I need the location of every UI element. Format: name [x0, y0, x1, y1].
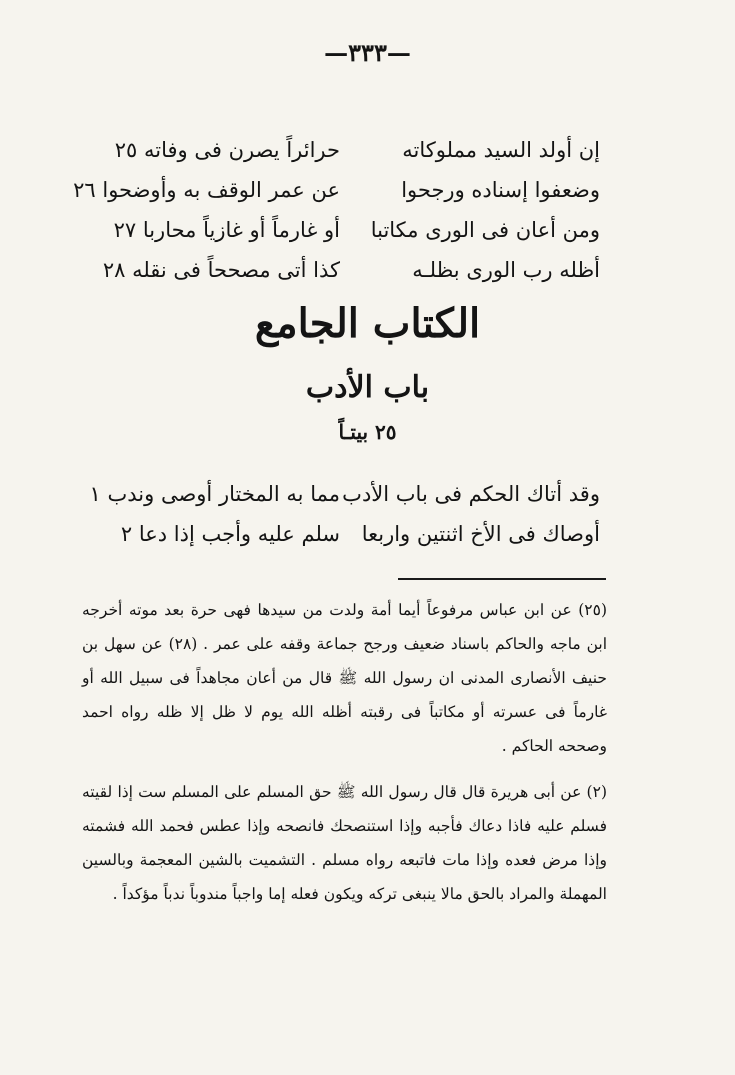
verse-first-hemistich: أوصاك فى الأخ اثنتين واربعا [361, 522, 600, 546]
verse-first-hemistich: أظله رب الورى بظلـه [412, 258, 600, 282]
verse-first-hemistich: ومن أعان فى الورى مكاتبا [370, 218, 600, 242]
verse-first-hemistich: وضعفوا إسناده ورجحوا [401, 178, 600, 202]
verse-line [100, 210, 600, 250]
footnote-divider [398, 578, 606, 580]
footnote-paragraph: (٢) عن أبى هريرة قال قال رسول الله ﷺ حق المسلم على المسلم ست إذا لقيته فسلم عليه فاذا دعاك فأجبه وإذا استنصحك فانصحه وإذا عطس فحمد الله فشمته وإذا مرض فعده وإذا مات فاتبعه رواه مسلم . التشميت بالشين المعجمة وبالسين المهملة والمراد بالحق مالا ينبغى تركه ويكون فعله إما واجباً مندوباً ندباً مؤكداً . [82, 783, 607, 903]
verse-second-hemistich: سلم عليه وأجب إذا دعا ٢ [120, 522, 340, 546]
verse-line [73, 170, 600, 210]
verse-first-hemistich: وقد أتاك الحكم فى باب الأدب [342, 482, 600, 506]
verse-second-hemistich: حرائراً يصرن فى وفاته ٢٥ [114, 138, 340, 162]
verse-second-hemistich: عن عمر الوقف به وأوضحوا ٢٦ [73, 178, 340, 202]
verse-second-hemistich: كذا أتى مصححاً فى نقله ٢٨ [102, 258, 340, 282]
poem-top [73, 130, 600, 290]
poem-bottom [89, 474, 600, 554]
page-number: —٣٣٣— [324, 38, 411, 67]
footnotes [82, 593, 607, 923]
verse-count: ٢٥ بيتـاً [338, 420, 397, 444]
verse-first-hemistich: إن أولد السيد مملوكاته [402, 138, 600, 162]
verse-line [89, 474, 600, 514]
verse-line [100, 514, 600, 554]
chapter-title: الكتاب الجامع [254, 300, 481, 347]
verse-line [100, 250, 600, 290]
verse-second-hemistich: أو غارماً أو غازياً محاربا ٢٧ [113, 218, 340, 242]
verse-second-hemistich: مما به المختار أوصى وندب ١ [89, 482, 340, 506]
verse-line [100, 130, 600, 170]
section-title: باب الأدب [305, 370, 430, 405]
footnote-paragraph: (٢٥) عن ابن عباس مرفوعاً أيما أمة ولدت من سيدها فهى حرة بعد موته أخرجه ابن ماجه والحاكم باسناد ضعيف ورجح جماعة وقفه على عمر . (٢٨) عن سهل بن حنيف الأنصارى المدنى ان رسول الله ﷺ قال من أعان مجاهداً فى سبيل الله أو غارماً فى عسرته أو مكاتباً فى رقبته أظله الله يوم لا ظل إلا ظله رواه احمد وصححه الحاكم . [82, 601, 608, 755]
